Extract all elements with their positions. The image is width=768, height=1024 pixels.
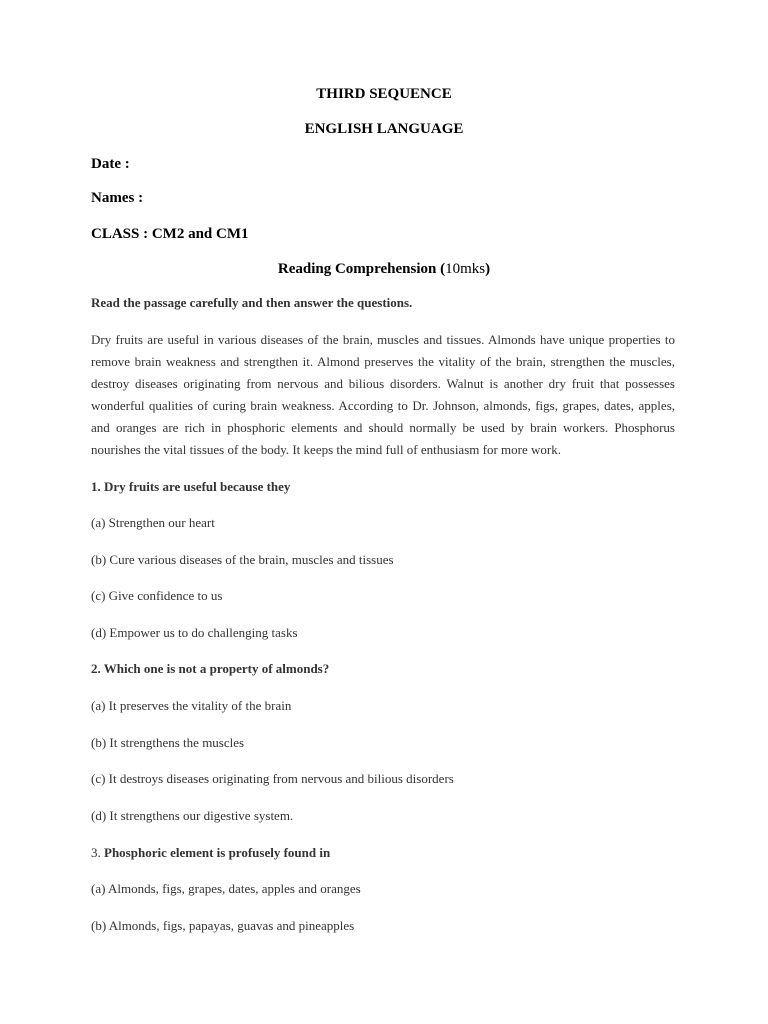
question-1-option-b: (b) Cure various diseases of the brain, muscles and tissues: [91, 552, 394, 567]
question-3-separator: .: [97, 845, 104, 860]
names-label: Names :: [91, 190, 144, 206]
question-2-option-d: (d) It strengthens our digestive system.: [91, 808, 294, 823]
question-3: [91, 845, 330, 861]
instruction: Read the passage carefully and then answer the questions.: [91, 295, 413, 310]
question-2-option-b: (b) It strengthens the muscles: [91, 735, 245, 750]
question-1: 1. Dry fruits are useful because they: [91, 479, 291, 494]
section-close-paren: ): [485, 261, 491, 277]
question-2-option-c: (c) It destroys diseases originating from nervous and bilious disorders: [91, 771, 454, 786]
section-open-paren: (: [440, 261, 446, 277]
question-1-option-c: (c) Give confidence to us: [91, 588, 223, 603]
subject-title: ENGLISH LANGUAGE: [304, 121, 464, 137]
question-3-option-a: (a) Almonds, figs, grapes, dates, apples and oranges: [91, 881, 361, 896]
question-3-option-b: (b) Almonds, figs, papayas, guavas and pineapples: [91, 918, 355, 933]
question-1-option-a: (a) Strengthen our heart: [91, 515, 215, 530]
question-2: 2. Which one is not a property of almonds?: [91, 661, 330, 676]
question-3-prompt: Phosphoric element is profusely found in: [104, 845, 331, 860]
section-marks: 10mks: [445, 261, 486, 277]
question-2-option-a: (a) It preserves the vitality of the brain: [91, 698, 292, 713]
question-3-number: 3: [91, 845, 98, 860]
document-title: THIRD SEQUENCE: [316, 86, 452, 102]
reading-passage: Dry fruits are useful in various diseases of the brain, muscles and tissues. Almonds have unique properties to remove brain weakness and strengthen it. Almond preserves the vitality of the brain, strengthen the muscles, destroy diseases originating from nervous and bilious disorders. Walnut is another dry fruit that possesses wonderful qualities of curing brain weakness. According to Dr. Johnson, almonds, figs, grapes, dates, apples, and oranges are rich in phosphoric elements and should normally be used by brain workers. Phosphorus nourishes the vital tissues of the body. It keeps the mind full of enthusiasm for more work.: [91, 332, 675, 457]
date-label: Date :: [91, 156, 130, 172]
class-label: CLASS : CM2 and CM1: [91, 226, 249, 242]
question-1-option-d: (d) Empower us to do challenging tasks: [91, 625, 298, 640]
section-title-text: Reading Comprehension: [277, 261, 437, 277]
section-title: [0, 261, 768, 278]
